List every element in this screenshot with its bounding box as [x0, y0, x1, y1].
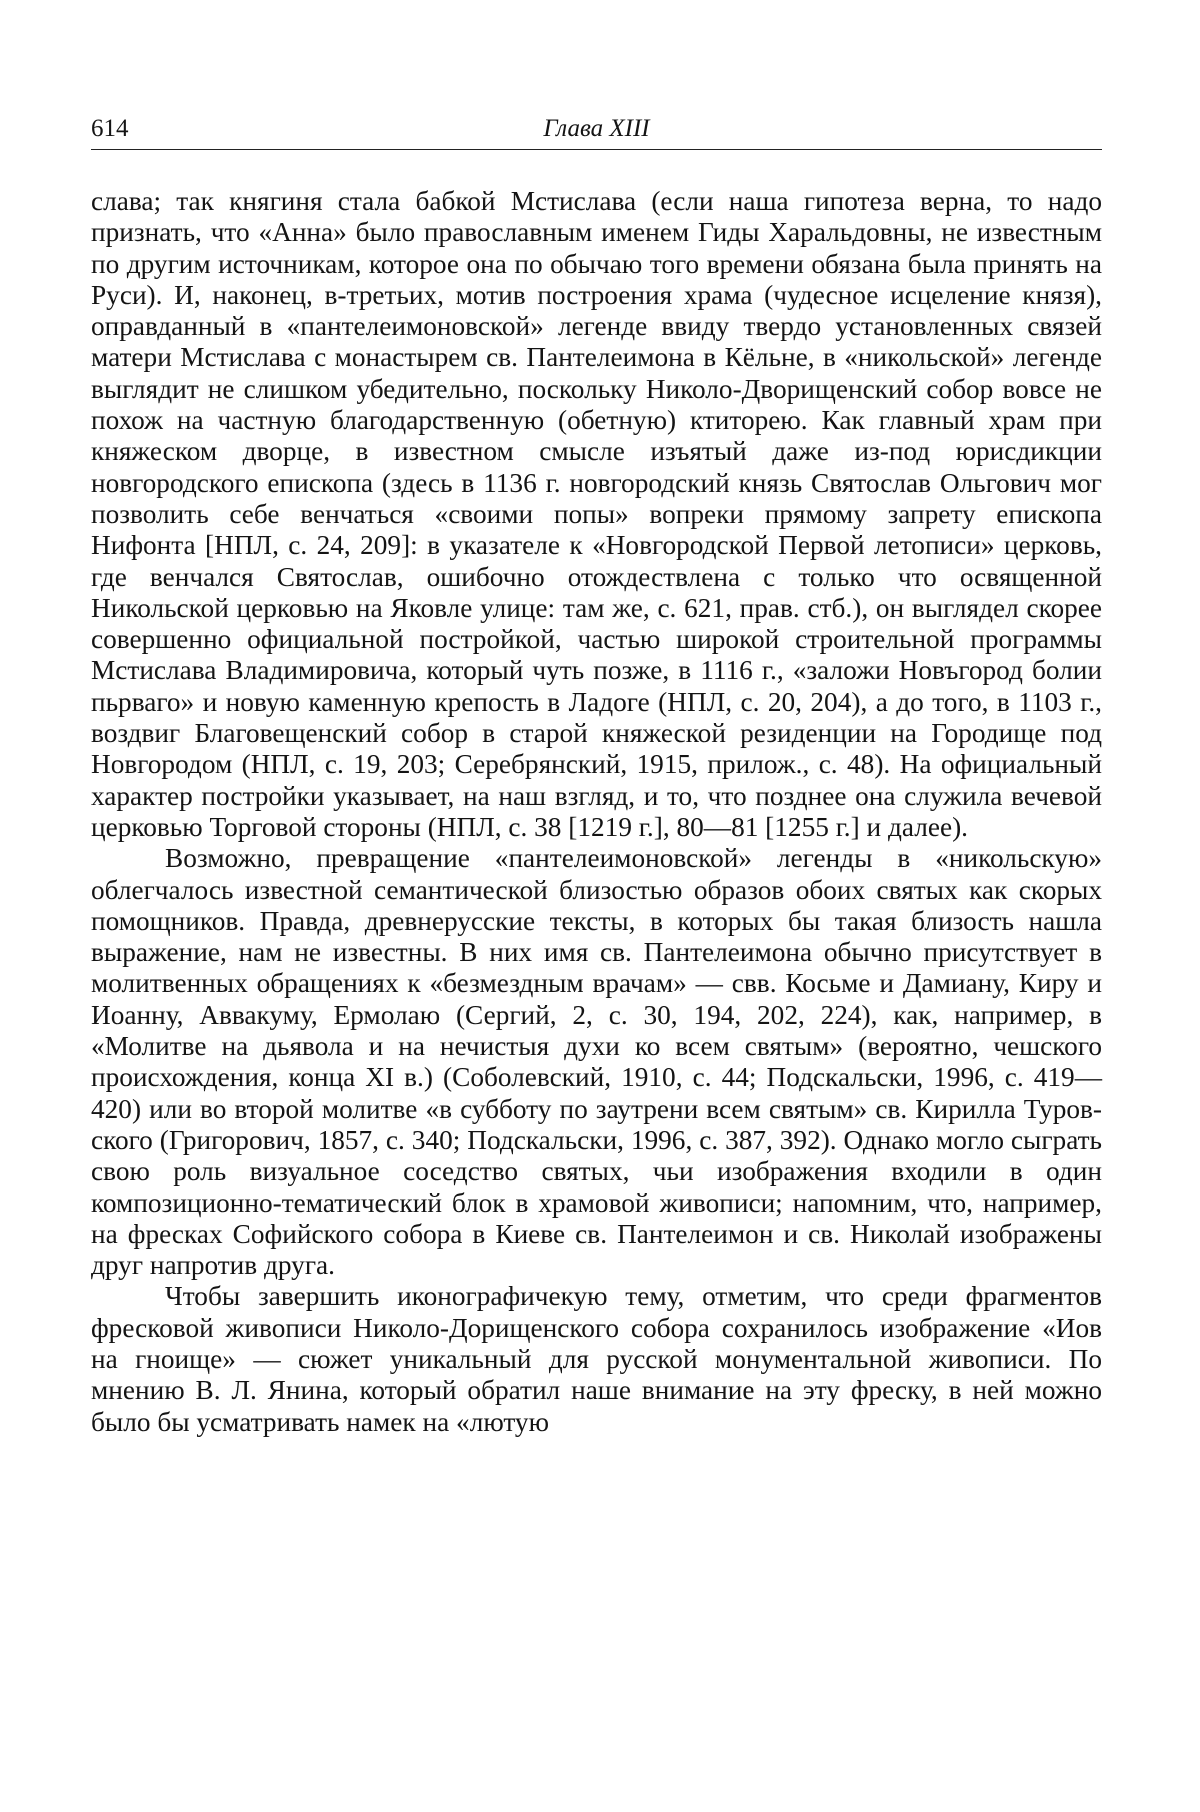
header-rule — [91, 149, 1102, 150]
paragraph-2: Возможно, превращение «пантелеимоновской» легенды в «никольскую» облегчалось известной семантической близостью образов обоих святых как скорых помощников. Правда, древнерусские тексты, в которых бы такая близость нашла выражение, нам не известны. В них имя св. Пантелеимона обычно присутствует в молитвенных обращениях к «безмездным врачам» — свв. Косьме и Дамиану, Киру и Иоанну, Аввакуму, Ермолаю (Сергий, 2, с. 30, 194, 202, 224), как, например, в «Молитве на дьявола и на нечистыя духи ко всем святым» (вероятно, чешского происхождения, конца XI в.) (Соболевский, 1910, с. 44; Подскальски, 1996, с. 419—420) или во второй молитве «в субботу по заутрени всем святым» св. Кирилла Туровского (Григорович, 1857, с. 340; Подскальски, 1996, с. 387, 392). Однако могло сыграть свою роль визуальное соседство святых, чьи изображения входили в один композиционно-тематический блок в храмовой живописи; напомним, что, например, на фресках Софийского собора в Киеве св. Пантелеимон и св. Николай изображены друг напротив друга. — [91, 843, 1102, 1281]
page-number: 614 — [91, 115, 129, 142]
page-header — [91, 110, 1102, 150]
running-head: Глава XIII — [543, 115, 650, 142]
paragraph-1: слава; так княгиня стала бабкой Мстислава (если наша гипотеза верна, то надо признать, что «Анна» было православным именем Гиды Харальдовны, не известным по другим источникам, которое она по обычаю того времени обязана была принять на Руси). И, наконец, в-третьих, мотив построения храма (чудесное исцеление князя), оправданный в «пантелеимоновской» легенде ввиду твердо установленных связей матери Мстислава с монастырем св. Пантелеимона в Кёльне, в «никольской» легенде выглядит не слишком убедительно, поскольку Николо-Дворищенский собор вовсе не похож на частную благодарственную (обетную) ктиторею. Как главный храм при княжеском дворце, в известном смысле изъятый даже из-под юрисдикции новгородского епископа (здесь в 1136 г. новгородский князь Святослав Ольгович мог позволить себе венчаться «своими попы» вопреки прямому запрету епископа Нифонта [НПЛ, с. 24, 209]: в указателе к «Новгородской Первой летописи» церковь, где венчался Святослав, ошибочно отождествлена с только что освященной Никольской церковью на Яковле улице: там же, с. 621, прав. стб.), он выглядел скорее совершенно официальной постройкой, частью широкой строительной программы Мстислава Владимировича, который чуть позже, в 1116 г., «заложи Новъгород болии пьрваго» и новую каменную крепость в Ладоге (НПЛ, с. 20, 204), а до того, в 1103 г., воздвиг Благовещенский собор в старой княжеской резиденции на Городище под Новгородом (НПЛ, с. 19, 203; Серебрянский, 1915, прилож., с. 48). На официальный характер постройки указывает, на наш взгляд, и то, что позднее она служила вечевой церковью Торговой стороны (НПЛ, с. 38 [1219 г.], 80—81 [1255 г.] и далее). — [91, 186, 1102, 842]
paragraph-3: Чтобы завершить иконографичекую тему, отметим, что среди фрагментов фресковой живописи Николо-Дорищенского собора сохранилось изображение «Иов на гноище» — сюжет уникальный для русской монументальной живописи. По мнению В. Л. Янина, который обратил наше внимание на эту фреску, в ней можно было бы усматривать намек на «лютую — [91, 1281, 1102, 1437]
body-text — [91, 186, 1102, 1438]
